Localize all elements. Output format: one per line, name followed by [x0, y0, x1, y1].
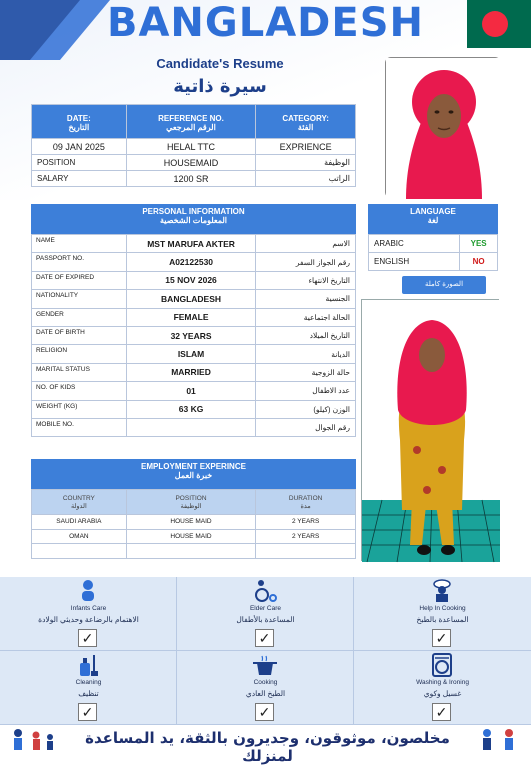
language-row	[369, 235, 498, 253]
language-heading: LANGUAGE لغة	[368, 204, 498, 234]
pot-icon	[251, 653, 279, 677]
table-row	[32, 515, 356, 530]
personal-field-value: 32 YEARS	[126, 326, 256, 344]
skills-section	[0, 577, 531, 725]
personal-field-label: WEIGHT (KG)	[32, 400, 127, 418]
skill-infants-care	[0, 577, 177, 651]
personal-field-label-arabic: الاسم	[256, 235, 356, 253]
table-row	[32, 400, 356, 418]
table-row	[32, 308, 356, 326]
cleaning-icon	[74, 653, 102, 677]
reference-value: HELAL TTC	[126, 139, 256, 155]
baby-icon	[74, 579, 102, 603]
personal-field-label-arabic: رقم الجواز السفر	[256, 253, 356, 271]
personal-field-label: NATIONALITY	[32, 290, 127, 308]
employment-table	[31, 489, 356, 559]
position-cell	[126, 544, 256, 559]
salary-label: SALARY	[32, 171, 127, 187]
page-subtitle: Candidate's Resume	[156, 56, 284, 71]
position-label-arabic: الوظيفة	[256, 155, 356, 171]
country-cell: SAUDI ARABIA	[32, 515, 127, 530]
duration-cell	[256, 544, 356, 559]
position-cell: HOUSE MAID	[126, 529, 256, 544]
reference-header: REFERENCE NO. الرقم المرجعي	[126, 105, 256, 139]
language-row	[369, 253, 498, 271]
language-name: ENGLISH	[369, 253, 460, 271]
table-row	[32, 235, 356, 253]
personal-field-value: ISLAM	[126, 345, 256, 363]
personal-field-label: MOBILE NO.	[32, 418, 127, 436]
skill-label-arabic: الطبخ العادي	[245, 689, 286, 698]
personal-field-label-arabic: التاريخ الميلاد	[256, 326, 356, 344]
personal-field-label-arabic: الحالة اجتماعية	[256, 308, 356, 326]
personal-field-label: NAME	[32, 235, 127, 253]
skill-label: Cleaning	[75, 679, 102, 686]
salary-value: 1200 SR	[126, 171, 256, 187]
personal-field-label-arabic: التاريخ الانتهاء	[256, 271, 356, 289]
personal-field-label: RELIGION	[32, 345, 127, 363]
salary-label-arabic: الراتب	[256, 171, 356, 187]
skill-washing-ironing	[354, 651, 531, 725]
table-row	[32, 253, 356, 271]
skill-checkbox[interactable]: ✓	[255, 703, 274, 721]
personal-field-value: MARRIED	[126, 363, 256, 381]
skill-label: Help In Cooking	[419, 605, 466, 612]
skill-label-arabic: غسيل وكوي	[423, 689, 462, 698]
personal-field-value: 01	[126, 382, 256, 400]
category-value: EXPRIENCE	[256, 139, 356, 155]
personal-field-value: BANGLADESH	[126, 290, 256, 308]
personal-field-label-arabic: الجنسية	[256, 290, 356, 308]
table-row	[32, 326, 356, 344]
position-cell: HOUSE MAID	[126, 515, 256, 530]
personal-info-table	[31, 234, 356, 437]
footer	[0, 725, 531, 765]
chef-icon	[428, 579, 456, 603]
personal-field-value	[126, 418, 256, 436]
country-cell: OMAN	[32, 529, 127, 544]
table-row	[32, 382, 356, 400]
skill-label: Elder Care	[249, 605, 282, 612]
washing-machine-icon	[428, 653, 456, 677]
reference-table	[31, 104, 356, 187]
skill-label: Cooking	[253, 679, 278, 686]
personal-field-label: PASSPORT NO.	[32, 253, 127, 271]
personal-field-value: MST MARUFA AKTER	[126, 235, 256, 253]
skill-checkbox[interactable]: ✓	[432, 703, 451, 721]
skill-label: Washing & Ironing	[416, 679, 469, 686]
skill-label-arabic: المساعدة بالطبخ	[416, 615, 469, 624]
date-header: DATE: التاريخ	[32, 105, 127, 139]
language-value: YES	[460, 235, 498, 253]
position-column-header: POSITION الوظيفة	[126, 490, 256, 515]
position-label: POSITION	[32, 155, 127, 171]
language-name: ARABIC	[369, 235, 460, 253]
duration-column-header: DURATION مدة	[256, 490, 356, 515]
helpers-icon	[475, 727, 525, 751]
personal-field-label-arabic: رقم الجوال	[256, 418, 356, 436]
personal-field-value: 15 NOV 2026	[126, 271, 256, 289]
skill-checkbox[interactable]: ✓	[255, 629, 274, 647]
skill-label: Infants Care	[70, 605, 107, 612]
personal-field-value: A02122530	[126, 253, 256, 271]
skill-cleaning	[0, 651, 177, 725]
skill-help-in-cooking	[354, 577, 531, 651]
table-row	[32, 271, 356, 289]
personal-field-label-arabic: عدد الاطفال	[256, 382, 356, 400]
duration-cell: 2 YEARS	[256, 529, 356, 544]
full-photo-label: الصورة كاملة	[402, 276, 486, 294]
skill-label-arabic: الاهتمام بالرضاعة وحديثي الولادة	[38, 615, 139, 624]
skill-checkbox[interactable]: ✓	[432, 629, 451, 647]
category-header: CATEGORY: الفئة	[256, 105, 356, 139]
personal-field-label-arabic: الديانة	[256, 345, 356, 363]
page-title: BANGLADESH	[106, 0, 424, 46]
skill-elder-care	[177, 577, 354, 651]
date-value: 09 JAN 2025	[32, 139, 127, 155]
language-table	[368, 234, 498, 271]
duration-cell: 2 YEARS	[256, 515, 356, 530]
personal-field-label: DATE OF EXPIRED	[32, 271, 127, 289]
personal-field-label: MARITAL STATUS	[32, 363, 127, 381]
personal-field-label-arabic: الوزن (كيلو)	[256, 400, 356, 418]
footer-slogan: مخلصون، موثوقون، وجديرون بالثقة، يد المساعدة لمنزلك	[85, 729, 450, 765]
personal-field-value: 63 KG	[126, 400, 256, 418]
personal-field-value: FEMALE	[126, 308, 256, 326]
family-icon	[8, 727, 58, 751]
table-row	[32, 529, 356, 544]
position-value: HOUSEMAID	[126, 155, 256, 171]
skill-label-arabic: تنظيف	[78, 689, 99, 698]
candidate-portrait-photo	[385, 57, 501, 198]
personal-info-heading: PERSONAL INFORMATION المعلومات الشخصية	[31, 204, 356, 234]
candidate-full-photo	[361, 299, 499, 561]
table-row	[32, 290, 356, 308]
table-row	[32, 345, 356, 363]
personal-field-label: GENDER	[32, 308, 127, 326]
personal-field-label: NO. OF KIDS	[32, 382, 127, 400]
language-value: NO	[460, 253, 498, 271]
skill-cooking	[177, 651, 354, 725]
table-row	[32, 418, 356, 436]
country-cell	[32, 544, 127, 559]
table-row	[32, 363, 356, 381]
skill-checkbox[interactable]: ✓	[78, 629, 97, 647]
skill-label-arabic: المساعدة بالأطفال	[236, 615, 295, 624]
page-subtitle-arabic: سيرة ذاتية	[173, 76, 267, 97]
employment-heading: EMPLOYMENT EXPERINCE خبرة العمل	[31, 459, 356, 489]
country-column-header: COUNTRY الدولة	[32, 490, 127, 515]
skill-checkbox[interactable]: ✓	[78, 703, 97, 721]
personal-field-label-arabic: حالة الزوجية	[256, 363, 356, 381]
wheelchair-icon	[251, 579, 279, 603]
personal-field-label: DATE OF BIRTH	[32, 326, 127, 344]
table-row	[32, 544, 356, 559]
